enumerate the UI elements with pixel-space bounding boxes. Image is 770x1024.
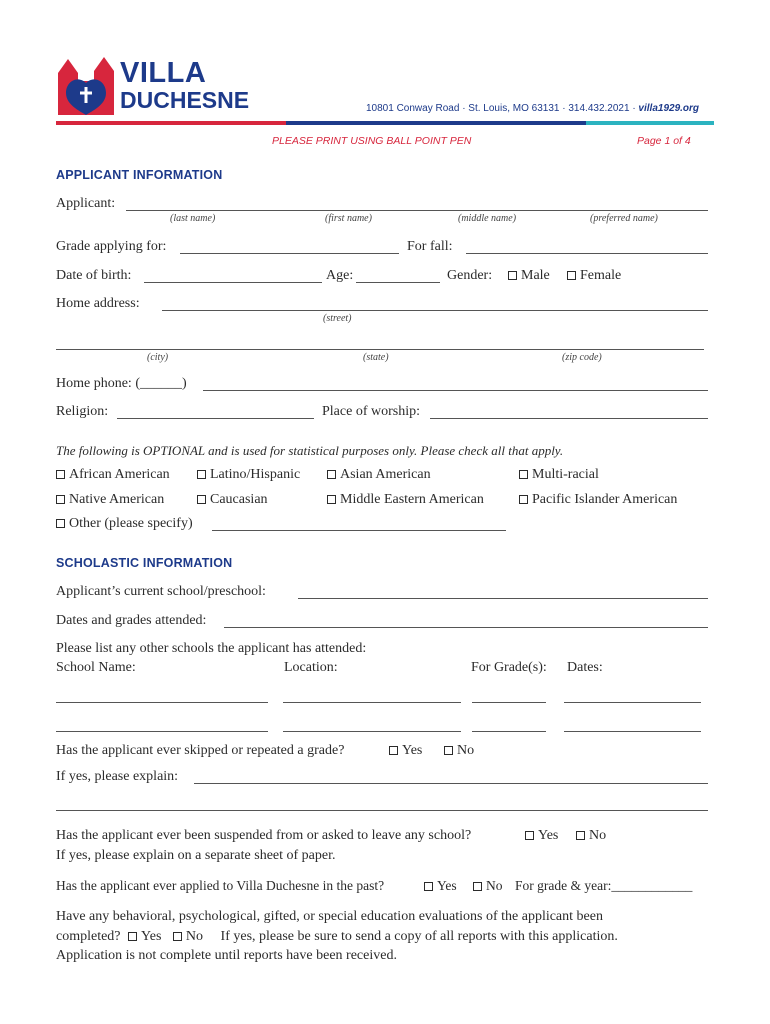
eth-caucasian-checkbox[interactable]: [197, 495, 206, 504]
suspended-question: Has the applicant ever been suspended from or asked to leave any school?: [56, 828, 472, 843]
skipped-no-checkbox[interactable]: [444, 746, 453, 755]
col-grade: For Grade(s):: [471, 660, 547, 675]
explain-field-2[interactable]: [56, 810, 708, 811]
logo-duchesne: DUCHESNE: [120, 87, 250, 113]
applied-no-label: No: [486, 878, 503, 893]
eth-caucasian-option[interactable]: [197, 492, 268, 508]
caption-city: (city): [147, 352, 169, 363]
separator-dot: ·: [462, 103, 469, 114]
suspended-no-checkbox[interactable]: [576, 831, 585, 840]
age-label: Age:: [326, 268, 354, 283]
applied-question: Has the applicant ever applied to Villa Duchesne in the past?: [56, 878, 385, 893]
eth-multi-option[interactable]: [519, 467, 599, 483]
applied-yes-checkbox[interactable]: [424, 882, 433, 891]
home-phone-label: Home phone: (______): [56, 376, 187, 391]
religion-field[interactable]: [117, 418, 314, 419]
school-row-1-grade[interactable]: [472, 702, 546, 703]
current-school-label: Applicant’s current school/preschool:: [56, 584, 266, 599]
eval-question-1: Have any behavioral, psychological, gifted, or special education evaluations of the applicant been: [56, 909, 603, 924]
scholastic-heading: SCHOLASTIC INFORMATION: [56, 556, 233, 570]
caption-state: (state): [363, 352, 389, 363]
separator-dot: ·: [562, 103, 569, 114]
suspended-note: If yes, please explain on a separate sheet of paper.: [56, 848, 336, 863]
logo-villa: VILLA: [120, 57, 207, 89]
dob-label: Date of birth:: [56, 268, 132, 283]
fall-label: For fall:: [407, 239, 453, 254]
female-checkbox[interactable]: [567, 271, 576, 280]
eval-yes-label: Yes: [141, 929, 162, 944]
eth-other-option[interactable]: [56, 516, 193, 532]
caption-street: (street): [323, 313, 352, 324]
eth-middle-eastern-label: Middle Eastern American: [340, 492, 484, 507]
eth-native-option[interactable]: [56, 492, 164, 508]
religion-label: Religion:: [56, 404, 109, 419]
optional-note: The following is OPTIONAL and is used for statistical purposes only. Please check all that apply.: [56, 443, 564, 458]
suspended-yes-label: Yes: [538, 828, 559, 843]
applied-no-checkbox[interactable]: [473, 882, 482, 891]
caption-preferred-name: (preferred name): [590, 213, 658, 224]
applicant-name-field[interactable]: [126, 210, 708, 211]
eth-latino-checkbox[interactable]: [197, 470, 206, 479]
eth-asian-label: Asian American: [340, 467, 431, 482]
applied-yes-option[interactable]: [424, 878, 457, 894]
applied-no-option[interactable]: [473, 878, 503, 894]
eth-african-label: African American: [69, 467, 170, 482]
applied-grade-field[interactable]: For grade & year:____________: [515, 878, 693, 893]
suspended-no-label: No: [589, 828, 607, 843]
suspended-yes-checkbox[interactable]: [525, 831, 534, 840]
header-phone: 314.432.2021: [568, 103, 630, 114]
eval-completed-label: completed?: [56, 929, 121, 944]
eth-latino-option[interactable]: [197, 467, 300, 483]
eval-yes-checkbox[interactable]: [128, 932, 137, 941]
female-label: Female: [580, 268, 622, 283]
skipped-yes-checkbox[interactable]: [389, 746, 398, 755]
male-option[interactable]: [508, 268, 550, 284]
caption-first-name: (first name): [325, 213, 372, 224]
eval-no-option[interactable]: [173, 929, 203, 944]
eth-middle-eastern-option[interactable]: [327, 492, 484, 508]
school-row-1-dates[interactable]: [564, 702, 701, 703]
school-row-2-location[interactable]: [283, 731, 461, 732]
eth-other-label: Other (please specify): [69, 516, 193, 531]
header-stripe: [56, 121, 714, 125]
applied-yes-label: Yes: [437, 878, 457, 893]
skipped-question: Has the applicant ever skipped or repeated a grade?: [56, 743, 345, 758]
caption-zip: (zip code): [562, 352, 602, 363]
eth-native-checkbox[interactable]: [56, 495, 65, 504]
caption-last-name: (last name): [170, 213, 216, 224]
applicant-label: Applicant:: [56, 196, 116, 211]
worship-field[interactable]: [430, 418, 708, 419]
city-state-zip-field[interactable]: [56, 349, 704, 350]
school-row-2-dates[interactable]: [564, 731, 701, 732]
eth-multi-label: Multi-racial: [532, 467, 599, 482]
fall-field[interactable]: [466, 253, 708, 254]
grade-label: Grade applying for:: [56, 239, 167, 254]
dob-field[interactable]: [144, 282, 322, 283]
header-website[interactable]: villa1929.org: [638, 103, 700, 114]
page-number: Page 1 of 4: [637, 135, 691, 147]
eth-asian-checkbox[interactable]: [327, 470, 336, 479]
skipped-yes-option[interactable]: [389, 743, 422, 759]
other-schools-label: Please list any other schools the applicant has attended:: [56, 641, 367, 656]
grade-field[interactable]: [180, 253, 399, 254]
male-checkbox[interactable]: [508, 271, 517, 280]
school-row-2-grade[interactable]: [472, 731, 546, 732]
print-notice: PLEASE PRINT USING BALL POINT PEN: [272, 135, 472, 147]
applicant-heading: APPLICANT INFORMATION: [56, 168, 223, 182]
skipped-no-label: No: [457, 743, 475, 758]
suspended-yes-option[interactable]: [525, 828, 558, 844]
col-location: Location:: [284, 660, 338, 675]
eth-other-checkbox[interactable]: [56, 519, 65, 528]
school-row-1-name[interactable]: [56, 702, 268, 703]
eth-african-checkbox[interactable]: [56, 470, 65, 479]
age-field[interactable]: [356, 282, 440, 283]
explain-field[interactable]: [194, 783, 708, 784]
eval-line-2: [56, 929, 618, 945]
eval-question-3: Application is not complete until reports have been received.: [56, 948, 397, 963]
explain-label: If yes, please explain:: [56, 769, 179, 784]
header-city: St. Louis, MO 63131: [468, 103, 560, 114]
female-option[interactable]: [567, 268, 621, 284]
eth-native-label: Native American: [69, 492, 165, 507]
dates-label: Dates and grades attended:: [56, 613, 207, 628]
eth-pacific-checkbox[interactable]: [519, 495, 528, 504]
eth-latino-label: Latino/Hispanic: [210, 467, 301, 482]
suspended-no-option[interactable]: [576, 828, 606, 844]
eth-caucasian-label: Caucasian: [210, 492, 268, 507]
eval-no-label: No: [185, 929, 204, 944]
eval-note: If yes, please be sure to send a copy of all reports with this application.: [220, 929, 618, 944]
skipped-yes-label: Yes: [402, 743, 423, 758]
eth-middle-eastern-checkbox[interactable]: [327, 495, 336, 504]
eth-other-field[interactable]: [212, 530, 506, 531]
skipped-no-option[interactable]: [444, 743, 474, 759]
separator-dot: ·: [632, 103, 639, 114]
street-field[interactable]: [162, 310, 708, 311]
header-address: 10801 Conway Road: [366, 103, 460, 114]
worship-label: Place of worship:: [322, 404, 420, 419]
eval-no-checkbox[interactable]: [173, 932, 182, 941]
eth-multi-checkbox[interactable]: [519, 470, 528, 479]
current-school-field[interactable]: [298, 598, 708, 599]
address-label: Home address:: [56, 296, 140, 311]
header-contact: [366, 103, 699, 114]
eth-asian-option[interactable]: [327, 467, 431, 483]
col-school: School Name:: [56, 660, 136, 675]
logo-building-icon: [56, 55, 118, 115]
home-phone-field[interactable]: [203, 390, 708, 391]
logo: [56, 55, 256, 115]
male-label: Male: [521, 268, 550, 283]
eth-pacific-label: Pacific Islander American: [532, 492, 678, 507]
school-row-2-name[interactable]: [56, 731, 268, 732]
eval-yes-option[interactable]: [128, 929, 161, 944]
dates-field[interactable]: [224, 627, 708, 628]
gender-label: Gender:: [447, 268, 493, 283]
school-row-1-location[interactable]: [283, 702, 461, 703]
col-dates: Dates:: [567, 660, 603, 675]
eth-african-option[interactable]: [56, 467, 170, 483]
eth-pacific-option[interactable]: [519, 492, 677, 508]
caption-middle-name: (middle name): [458, 213, 517, 224]
